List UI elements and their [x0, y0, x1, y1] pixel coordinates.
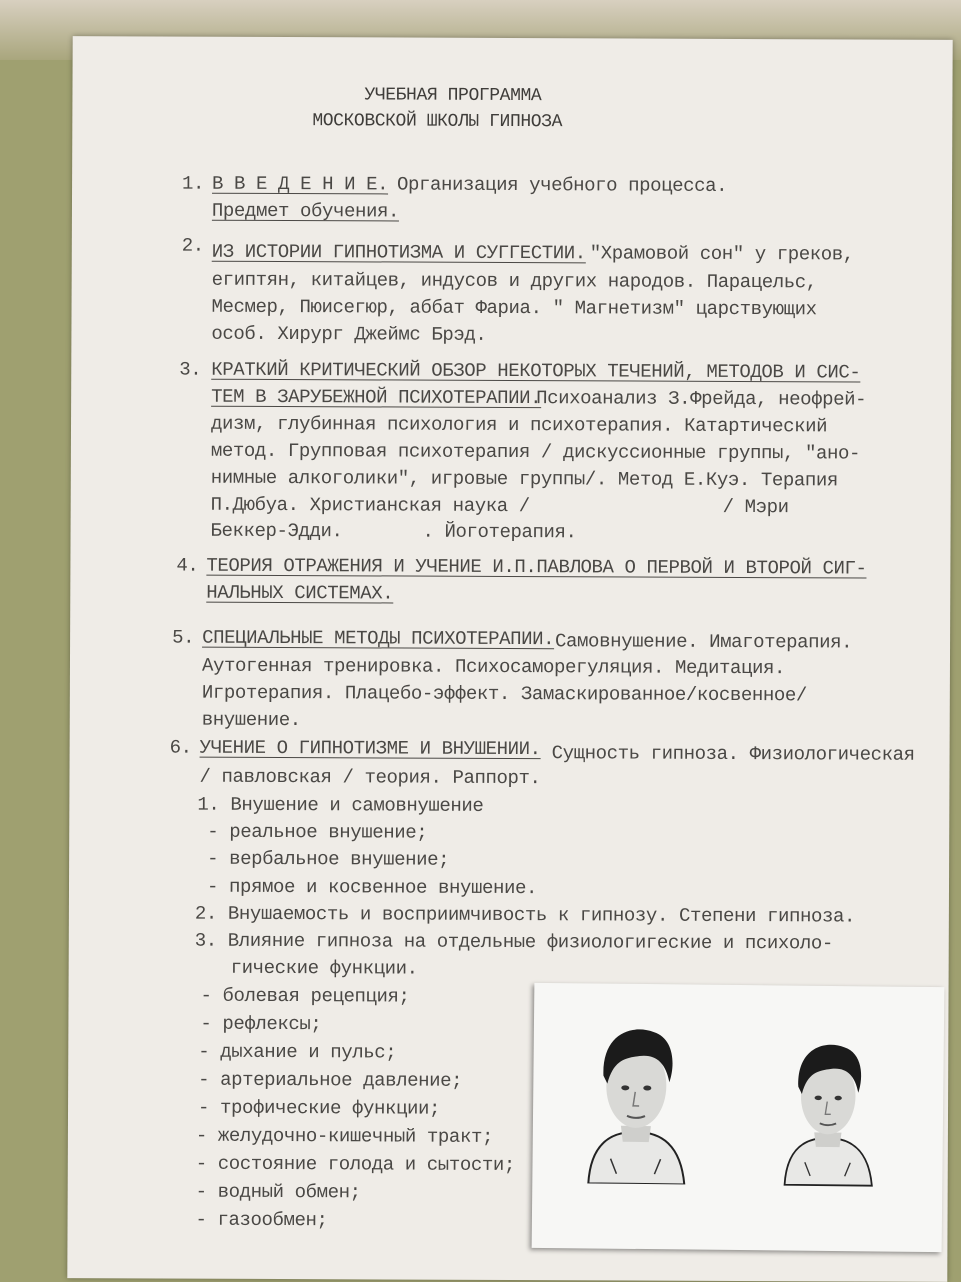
section-5-number: 5. — [172, 626, 195, 649]
section-5-heading: СПЕЦИАЛЬНЫЕ МЕТОДЫ ПСИХОТЕРАПИИ. — [202, 626, 555, 651]
title-line-1: УЧЕБНАЯ ПРОГРАММА — [364, 85, 542, 107]
section-1-text: Предмет обучения. — [211, 199, 400, 223]
section-3-text: метод. Групповая психотерапия / дискуссионные группы, "ано- — [210, 439, 861, 465]
list-item: - состояние голода и сытости; — [195, 1152, 515, 1177]
section-5-text: Аутогенная тренировка. Психосаморегуляция. Медитация. — [201, 654, 786, 680]
section-2-text: Месмер, Пюисегюр, аббат Фариа. " Магнетизм" царствующих — [211, 295, 817, 321]
section-3-heading: КРАТКИЙ КРИТИЧЕСКИЙ ОБЗОР НЕКОТОРЫХ ТЕЧЕНИЙ, МЕТОДОВ И СИС- — [211, 358, 861, 384]
subsection-2: 2. Внушаемость и восприимчивость к гипнозу. Степени гипноза. — [194, 902, 856, 928]
section-6-text: Сущность гипноза. Физиологическая — [551, 742, 915, 766]
section-1-heading: В В Е Д Е Н И Е. — [212, 172, 389, 196]
section-4-heading: НАЛЬНЫХ СИСТЕМАХ. — [206, 581, 394, 605]
list-item: - артериальное давление; — [198, 1068, 463, 1092]
section-2-text: "Храмовой сон" у греков, — [589, 242, 854, 266]
passport-photo — [532, 983, 945, 1252]
title-line-2: МОСКОВСКОЙ ШКОЛЫ ГИПНОЗА — [312, 111, 563, 133]
subsection-3: гические функции. — [230, 956, 418, 980]
section-5-text: Самовнушение. Имаготерапия. — [555, 630, 853, 654]
section-3-text: нимные алкоголики", игровые группы/. Метод Е.Куэ. Терапия — [210, 466, 838, 492]
section-1-number: 1. — [182, 172, 205, 195]
list-item: - вербальное внушение; — [207, 847, 450, 871]
list-item: - болевая рецепция; — [200, 984, 410, 1008]
section-6-number: 6. — [169, 736, 192, 759]
list-item: - рефлексы; — [200, 1012, 322, 1036]
section-3-text: / Мэри — [722, 495, 789, 519]
section-3-text: дизм, глубинная психология и психотерапия. Катартический — [210, 412, 828, 438]
section-3-number: 3. — [179, 358, 202, 381]
section-3-text: Психоанализ З.Фрейда, неофрей- — [536, 387, 867, 411]
section-2-number: 2. — [181, 234, 204, 257]
subsection-1: 1. Внушение и самовнушение — [197, 793, 484, 817]
section-3-heading: ТЕМ В ЗАРУБЕЖНОЙ ПСИХОТЕРАПИИ. — [211, 385, 542, 410]
list-item: - трофические функции; — [197, 1096, 441, 1120]
section-2-heading: ИЗ ИСТОРИИ ГИПНОТИЗМА И СУГГЕСТИИ. — [211, 240, 586, 265]
list-item: - дыхание и пульс; — [198, 1040, 397, 1064]
section-6-heading: УЧЕНИЕ О ГИПНОТИЗМЕ И ВНУШЕНИИ. — [199, 736, 541, 761]
portrait-right — [777, 1027, 879, 1188]
section-4-number: 4. — [176, 554, 199, 577]
list-item: - газообмен; — [195, 1208, 328, 1232]
list-item: - водный обмен; — [195, 1180, 361, 1204]
section-3-text: П.Дюбуа. Христианская наука / — [210, 493, 530, 518]
list-item: - желудочно-кишечный тракт; — [195, 1124, 494, 1148]
section-1-text: Организация учебного процесса. — [397, 173, 728, 197]
section-5-text: внушение. — [201, 708, 301, 732]
section-4-heading: ТЕОРИЯ ОТРАЖЕНИЯ И УЧЕНИЕ И.П.ПАВЛОВА О ПЕРВОЙ И ВТОРОЙ СИГ- — [206, 554, 867, 580]
section-3-text: . Йоготерапия. — [422, 520, 577, 544]
list-item: - прямое и косвенное внушение. — [206, 875, 538, 900]
subsection-3: 3. Влияние гипноза на отдельные физиологигеские и психоло- — [194, 929, 833, 955]
section-2-text: особ. Хирург Джеймс Брэд. — [211, 322, 487, 346]
section-3-text: Беккер-Эдди. — [210, 519, 343, 543]
section-6-text: / павловская / теория. Раппорт. — [199, 765, 541, 790]
portrait-left — [580, 1013, 692, 1184]
section-2-text: египтян, китайцев, индусов и других народов. Парацельс, — [211, 268, 817, 294]
section-5-text: Игротерапия. Плацебо-эффект. Замаскированное/косвенное/ — [201, 681, 808, 707]
list-item: - реальное внушение; — [207, 820, 428, 844]
